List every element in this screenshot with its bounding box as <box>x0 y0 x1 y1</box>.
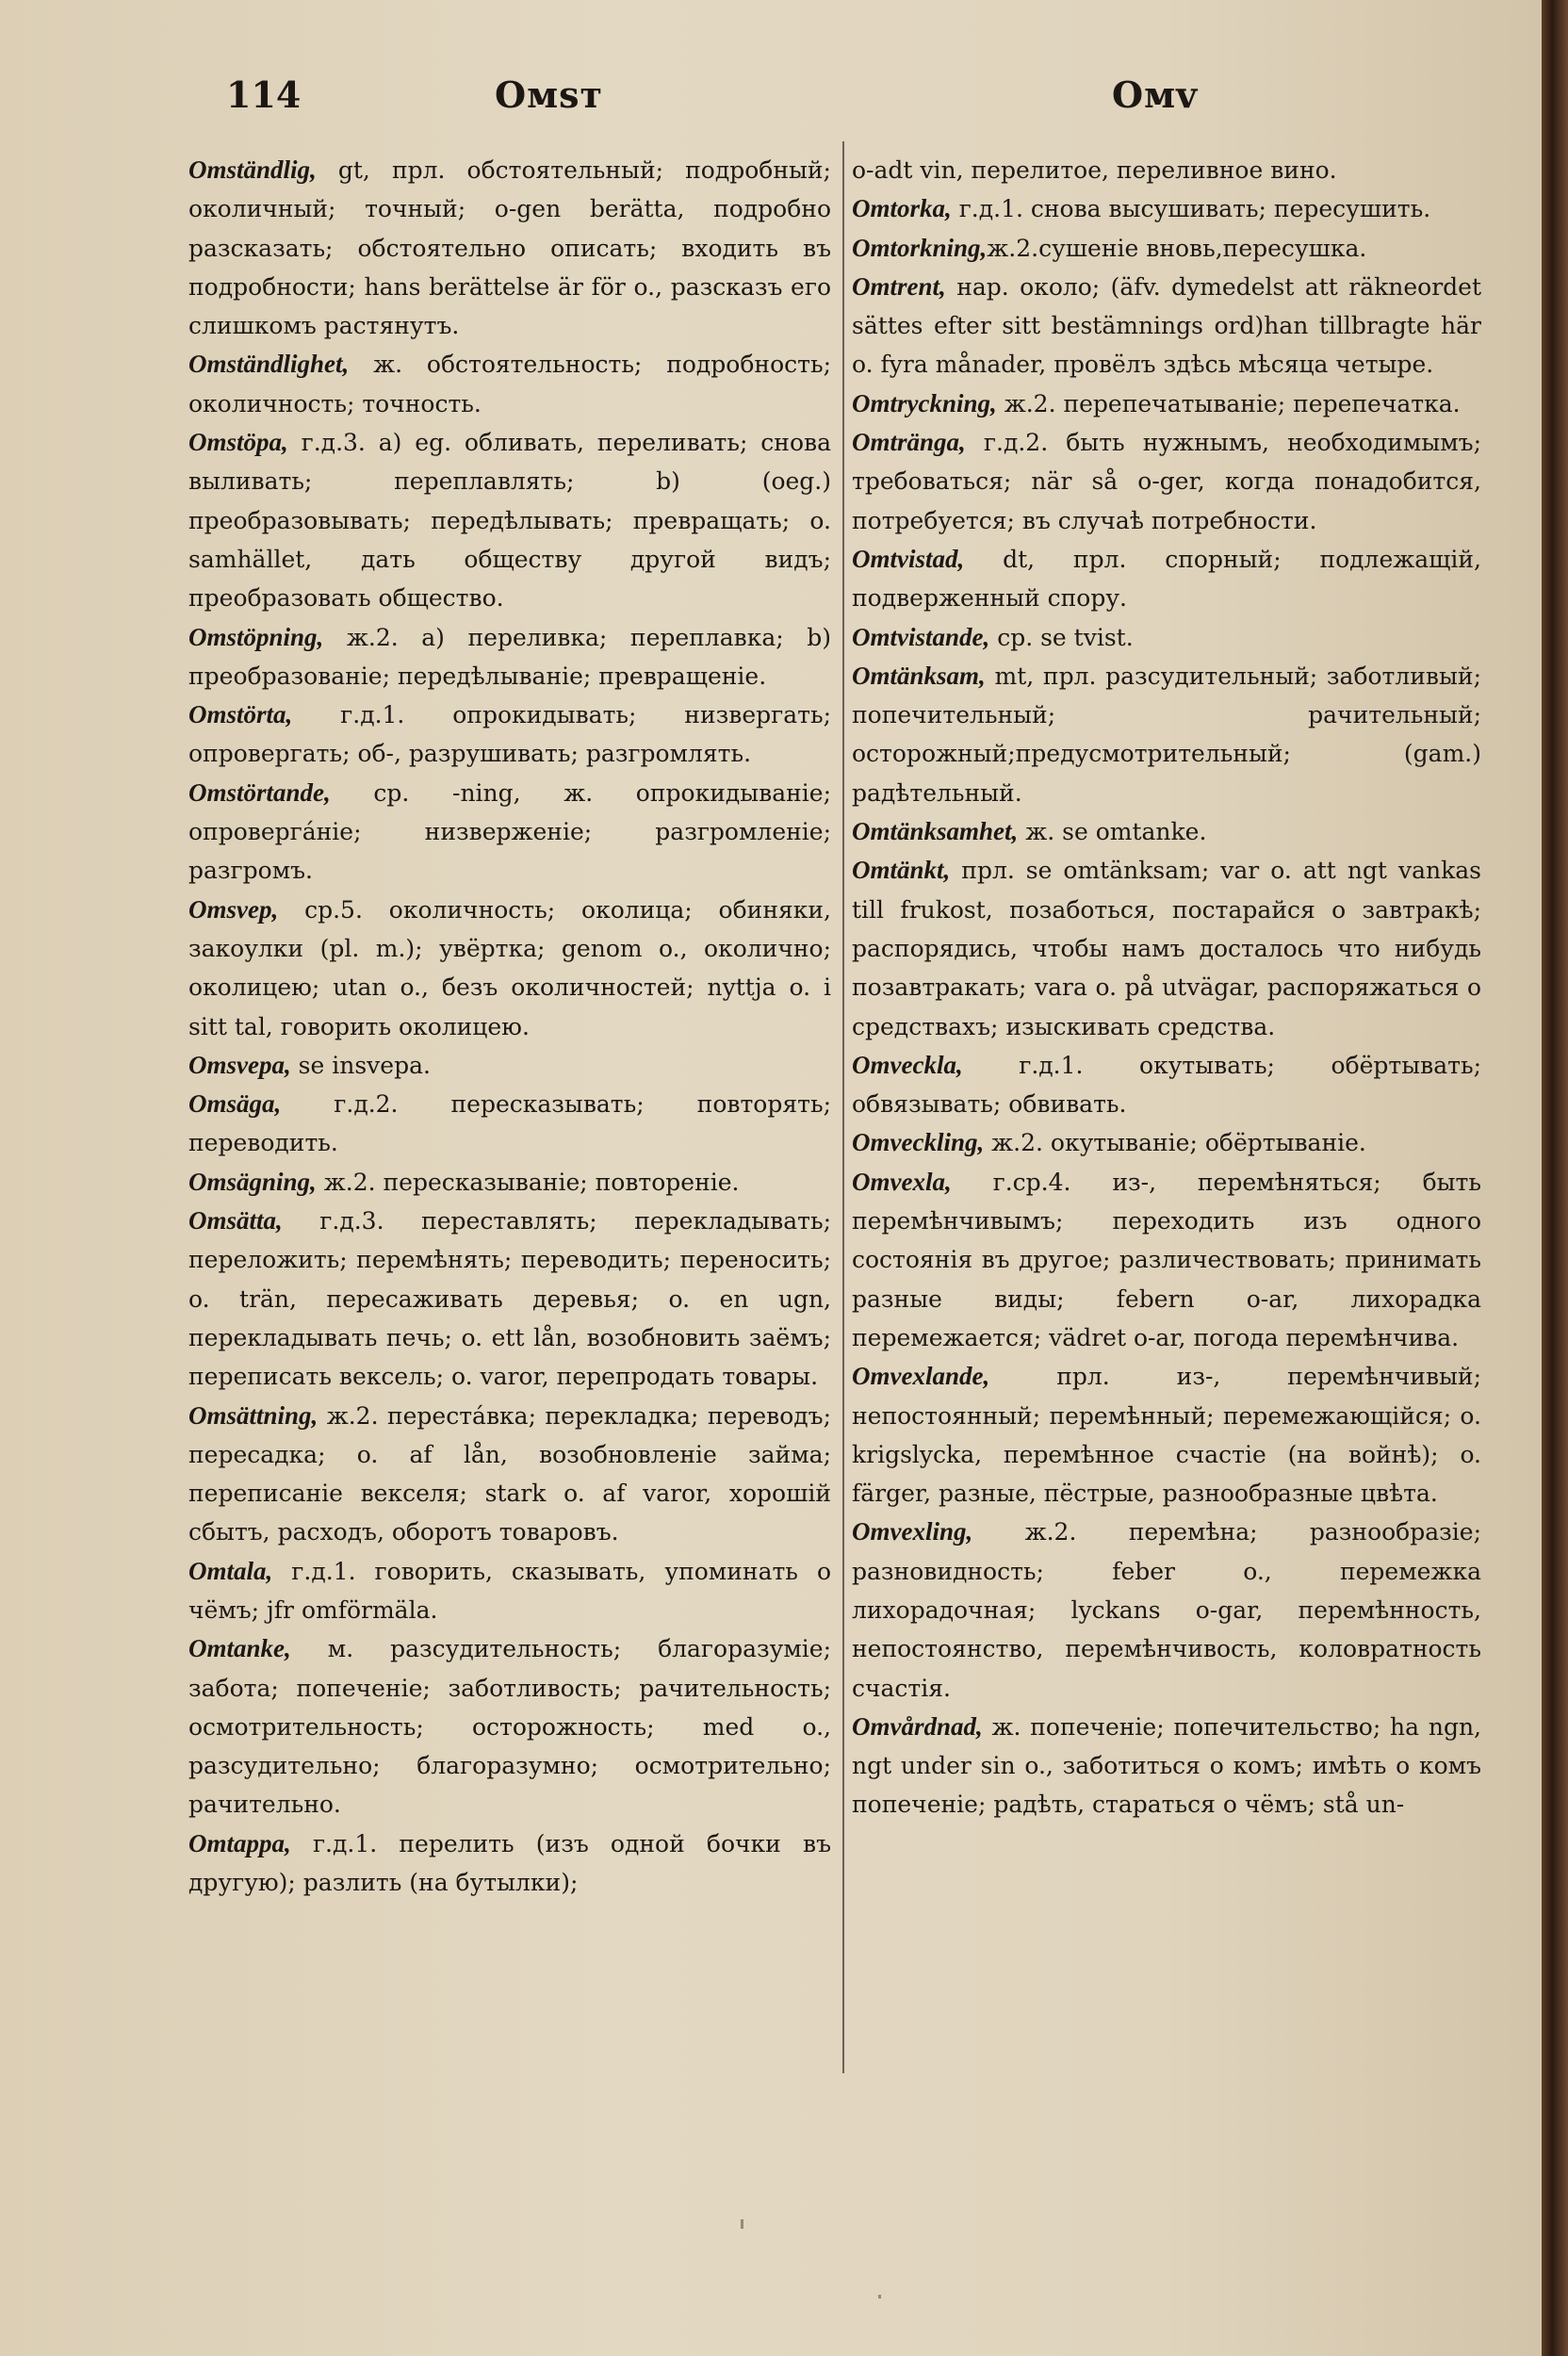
definition-text: ж. попеченіе; попечительство; ha ngn, ngt under sin o., заботиться о комъ; имѣть о комъ попеченіе; радѣть, стараться о чёмъ; stå un- <box>852 1712 1481 1819</box>
headword: Omsägning, <box>188 1167 317 1196</box>
definition-text: dt, прл. спорный; подлежащій, подверженный спору. <box>852 545 1481 613</box>
definition-text: г.д.1. окутывать; обёртывать; обвязывать; обвивать. <box>852 1051 1481 1119</box>
dictionary-entry <box>188 151 831 345</box>
headword: Omvexla, <box>852 1167 952 1196</box>
definition-text: ж.2. перепечатываніе; перепечатка. <box>996 389 1461 417</box>
dictionary-entry <box>852 1357 1481 1513</box>
headword: Omveckla, <box>852 1050 963 1079</box>
headword: Omtorkning, <box>852 233 988 262</box>
definition-text: прл. из-, перемѣнчивый; непостоянный; перемѣнный; перемежающійся; o. krigslycka, перемѣнное счастіе (на войнѣ); o. färger, разные, пёстрые, разнообразные цвѣта. <box>852 1363 1481 1508</box>
headword: Omvexling, <box>852 1517 973 1546</box>
dictionary-entry <box>188 891 831 1046</box>
dictionary-entry <box>188 774 831 891</box>
definition-text: м. разсудительность; благоразуміе; забота; попеченіе; заботливость; рачительность; осмотрительность; осторожность; med o., разсудительно; благоразумно; осмотрительно; рачительно. <box>188 1635 831 1819</box>
headword: Omstörtande, <box>188 777 331 807</box>
dictionary-entry <box>852 812 1481 851</box>
definition-text: г.д.2. пересказывать; повторять; переводить. <box>188 1090 831 1157</box>
running-head-left: Омѕт <box>495 74 604 116</box>
headword: Omtanke, <box>188 1634 291 1663</box>
dictionary-entry <box>852 618 1481 657</box>
dictionary-entry <box>188 618 831 696</box>
dictionary-entry <box>852 151 1481 189</box>
dictionary-entry <box>188 345 831 423</box>
definition-text: нар. около; (äfv. dymedelst att räkneordet sättes efter sitt bestämnings ord)han tillbragte här o. fyra månader, провёлъ здѣсь мѣсяца четыре. <box>852 272 1481 379</box>
headword: Omtänksam, <box>852 661 986 690</box>
definition-text: ж.2. окутываніе; обёртываніе. <box>984 1129 1366 1157</box>
headword: Omveckling, <box>852 1128 985 1157</box>
dictionary-entry <box>852 423 1481 540</box>
definition-text: г.д.1. опрокидывать; низвергать; опровергать; об-, разрушивать; разгромлять. <box>188 701 831 768</box>
headword: Omtvistande, <box>852 622 990 651</box>
headword: Omvexlande, <box>852 1362 990 1391</box>
headword: Omtvistad, <box>852 544 965 573</box>
headword: Omstörta, <box>188 700 293 729</box>
headword: Omsvep, <box>188 894 279 924</box>
headword: Omtrent, <box>852 271 946 301</box>
dictionary-entry <box>852 1708 1481 1824</box>
definition-text: ж.2. пересказываніе; повтореніе. <box>316 1168 740 1196</box>
headword: Omvårdnad, <box>852 1711 983 1741</box>
headword: Omtryckning, <box>852 388 997 417</box>
dictionary-entry <box>852 1163 1481 1357</box>
dictionary-entry <box>188 1824 831 1903</box>
definition-text: г.ср.4. из-, перемѣняться; быть перемѣнчивымъ; переходить изъ одного состоянія въ другое; различествовать; принимать разные виды; febern o-ar, лихорадка перемежается; vädret o-ar, погода перемѣнчива. <box>852 1168 1481 1351</box>
definition-text: г.д.3. переставлять; перекладывать; переложить; перемѣнять; переводить; переносить; o. trän, пересаживать деревья; o. en ugn, перекладывать печь; o. ett lån, возобновить заёмъ; переписать вексель; o. varor, перепродать товары. <box>188 1207 831 1391</box>
print-speck <box>878 2295 881 2299</box>
headword: Omstöpa, <box>188 428 288 457</box>
definition-text: gt, прл. обстоятельный; подробный; околичный; точный; o-gen berätta, подробно разсказать; обстоятельно описать; входить въ подробности; hans berättelse är för o., разсказъ его слишкомъ растянутъ. <box>188 156 831 340</box>
headword: Omtappa, <box>188 1828 291 1857</box>
definition-text: г.д.2. быть нужнымъ, необходимымъ; требоваться; när så o-ger, когда понадобится, потребуется; въ случаѣ потребности. <box>852 429 1481 534</box>
definition-text: se insvepa. <box>290 1051 431 1079</box>
dictionary-entry <box>852 851 1481 1045</box>
dictionary-entry <box>852 268 1481 384</box>
dictionary-entry <box>852 657 1481 812</box>
definition-text: ж.2. перемѣна; разнообразіе; разновидность; feber o., перемежка лихорадочная; lyckans o-gar, перемѣнность, непостоянство, перемѣнчивость, коловратность счастія. <box>852 1518 1481 1702</box>
dictionary-entry <box>188 1202 831 1396</box>
headword: Omtränga, <box>852 428 966 457</box>
headword: Omtänksamhet, <box>852 817 1019 846</box>
dictionary-entry <box>188 695 831 774</box>
dictionary-entry <box>852 189 1481 228</box>
dictionary-entry <box>852 384 1481 423</box>
dictionary-entry <box>188 423 831 617</box>
definition-text: прл. se omtänksam; var o. att ngt vankas till frukost, позаботься, постарайся о завтракѣ; распорядись, чтобы намъ досталось что нибудь позавтракать; vara o. på utvägar, распоряжаться о средствахъ; изыскивать средства. <box>852 857 1481 1040</box>
headword: Omtänkt, <box>852 856 951 885</box>
dictionary-entry <box>852 1513 1481 1707</box>
definition-text: ж.2.сушеніе вновь,пересушка. <box>987 234 1367 262</box>
dictionary-entry <box>852 1123 1481 1162</box>
headword: Omtala, <box>188 1556 273 1585</box>
right-column <box>852 151 1481 1824</box>
definition-text: ж. se omtanke. <box>1018 818 1207 846</box>
definition-text: ср. se tvist. <box>989 623 1134 651</box>
definition-text: ср.5. околичность; околица; обиняки, закоулки (pl. m.); увёртка; genom o., околично; околицею; utan o., безъ околичностей; nyttja o. i sitt tal, говорить околицею. <box>188 895 831 1040</box>
definition-text: ж.2. a) переливка; переплавка; b) преобразованіе; передѣлываніе; превращеніе. <box>188 623 831 690</box>
definition-text: г.д.1. снова высушивать; пересушить. <box>951 195 1431 223</box>
dictionary-entry <box>188 1163 831 1202</box>
dictionary-entry <box>188 1085 831 1163</box>
headword: Omständlighet, <box>188 350 350 379</box>
headword: Omständlig, <box>188 155 317 184</box>
definition-text: ж.2. перестáвка; перекладка; переводъ; пересадка; o. af lån, возобновленіе займа; переписаніе векселя; stark o. af varor, хорошій сбытъ, расходъ, оборотъ товаровъ. <box>188 1401 831 1546</box>
definition-text: г.д.1. говорить, сказывать, упоминать о чёмъ; jfr omförmäla. <box>188 1557 831 1624</box>
dictionary-entry <box>852 540 1481 618</box>
page-header <box>179 74 1498 130</box>
dictionary-entry <box>188 1397 831 1552</box>
headword: Omstöpning, <box>188 622 324 651</box>
definition-text: mt, прл. разсудительный; заботливый; попечительный; рачительный; осторожный;предусмотрительный; (gam.) радѣтельный. <box>852 662 1481 807</box>
headword: Omsätta, <box>188 1206 283 1235</box>
page-number: 114 <box>226 74 302 116</box>
print-speck <box>741 2219 743 2229</box>
dictionary-entry <box>852 1046 1481 1124</box>
definition-text: г.д.1. перелить (изъ одной бочки въ другую); разлить (на бутылки); <box>188 1829 831 1897</box>
dictionary-entry <box>852 229 1481 268</box>
headword: Omsvepa, <box>188 1050 291 1079</box>
column-divider <box>842 141 844 2073</box>
definition-text: ж. обстоятельность; подробность; околичность; точность. <box>188 351 831 417</box>
book-binding-edge <box>1542 0 1568 2356</box>
dictionary-entry <box>188 1629 831 1824</box>
running-head-right: Омv <box>1112 74 1199 116</box>
headword: Omtorka, <box>852 194 952 223</box>
definition-text: o-adt vin, перелитое, переливное вино. <box>852 156 1337 184</box>
definition-text: ср. -ning, ж. опрокидываніе; опровергáніе; низверженіе; разгромленіе; разгромъ. <box>188 778 831 885</box>
headword: Omsättning, <box>188 1400 318 1430</box>
left-column <box>188 151 831 1902</box>
dictionary-entry <box>188 1046 831 1085</box>
headword: Omsäga, <box>188 1089 282 1119</box>
dictionary-entry <box>188 1552 831 1630</box>
definition-text: г.д.3. a) eg. обливать, переливать; снова выливать; переплавлять; b) (oeg.) преобразовывать; передѣлывать; превращать; o. samhället, дать обществу другой видъ; преобразовать общество. <box>188 429 831 613</box>
